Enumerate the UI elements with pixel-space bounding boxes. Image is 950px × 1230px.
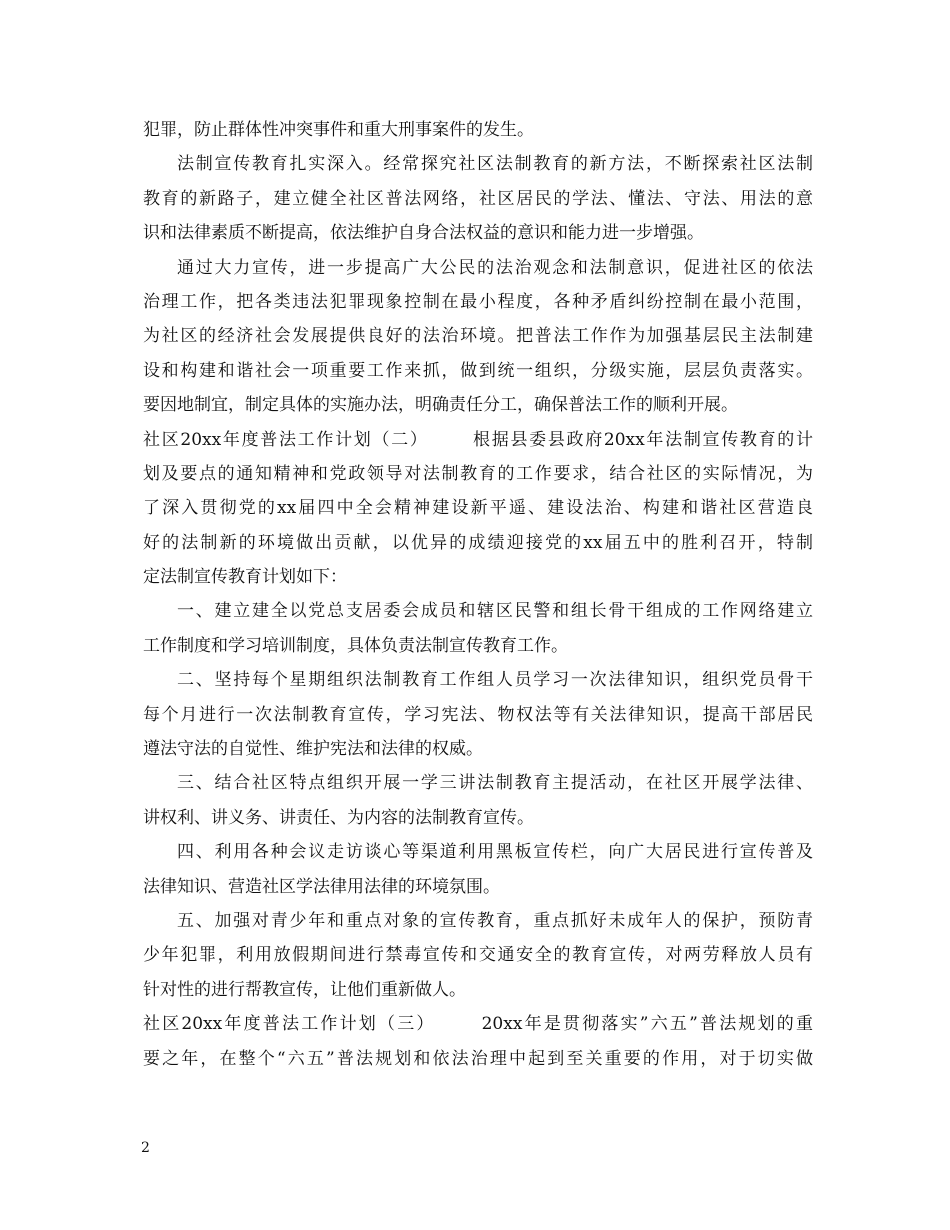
text-line: 四、利用各种会议走访谈心等渠道利用黑板宣传栏，向广大居民进行宣传普及 — [177, 842, 813, 863]
text-line: 法制宣传教育扎实深入。经常探究社区法制教育的新方法，不断探索社区法制 — [177, 154, 813, 175]
text-line: 法律知识、营造社区学法律用法律的环境氛围。 — [143, 876, 500, 897]
text-line: 通过大力宣传，进一步提高广大公民的法治观念和法制意识，促进社区的依法 — [177, 257, 813, 278]
text-line: 划及要点的通知精神和党政领导对法制教育的工作要求，结合社区的实际情况，为 — [143, 463, 813, 484]
text-line: 五、加强对青少年和重点对象的宣传教育，重点抓好未成年人的保护，预防青 — [177, 910, 813, 931]
text-line: 讲权利、讲义务、讲责任、为内容的法制教育宣传。 — [143, 807, 534, 828]
text-line: 教育的新路子，建立健全社区普法网络，社区居民的学法、懂法、守法、用法的意 — [143, 188, 813, 209]
text-line: 遵法守法的自觉性、维护宪法和法律的权威。 — [143, 739, 483, 760]
text-line: 每个月进行一次法制教育宣传，学习宪法、物权法等有关法律知识，提高干部居民 — [143, 704, 813, 725]
text-line: 好的法制新的环境做出贡献，以优异的成绩迎接党的xx届五中的胜利召开，特制 — [143, 532, 813, 553]
text-line: 二、坚持每个星期组织法制教育工作组人员学习一次法律知识，组织党员骨干 — [177, 670, 813, 691]
text-line: 识和法律素质不断提高，依法维护自身合法权益的意识和能力进一步增强。 — [143, 223, 704, 244]
document-body — [143, 113, 813, 1076]
text-line: 社区20xx年度普法工作计划（二） 根据县委县政府20xx年法制宣传教育的计 — [143, 429, 814, 450]
text-line: 三、结合社区特点组织开展一学三讲法制教育主提活动，在社区开展学法律、 — [177, 773, 813, 794]
text-line: 社区20xx年度普法工作计划（三） 20xx年是贯彻落实”六五”普法规划的重 — [143, 1014, 813, 1035]
text-line: 犯罪，防止群体性冲突事件和重大刑事案件的发生。 — [143, 120, 534, 140]
text-line: 设和构建和谐社会一项重要工作来抓，做到统一组织，分级实施，层层负责落实。 — [143, 360, 813, 381]
text-line: 为社区的经济社会发展提供良好的法治环境。把普法工作作为加强基层民主法制建 — [143, 326, 813, 347]
text-line: 定法制宣传教育计划如下： — [143, 567, 347, 588]
text-line: 一、建立建全以党总支居委会成员和辖区民警和组长骨干组成的工作网络建立 — [177, 601, 813, 622]
text-line: 了深入贯彻党的xx届四中全会精神建设新平遥、建设法治、构建和谐社区营造良 — [143, 498, 813, 519]
text-line: 要因地制宜，制定具体的实施办法，明确责任分工，确保普法工作的顺利开展。 — [143, 395, 738, 416]
text-line: 要之年，在整个“六五”普法规划和依法治理中起到至关重要的作用，对于切实做 — [143, 1048, 813, 1069]
text-line: 工作制度和学习培训制度，具体负责法制宣传教育工作。 — [143, 635, 568, 656]
text-line: 少年犯罪，利用放假期间进行禁毒宣传和交通安全的教育宣传，对两劳释放人员有 — [143, 945, 813, 966]
page-number: 2 — [141, 1140, 150, 1156]
text-line: 治理工作，把各类违法犯罪现象控制在最小程度，各种矛盾纠纷控制在最小范围， — [143, 291, 813, 312]
text-line: 针对性的进行帮教宣传，让他们重新做人。 — [143, 979, 466, 1000]
